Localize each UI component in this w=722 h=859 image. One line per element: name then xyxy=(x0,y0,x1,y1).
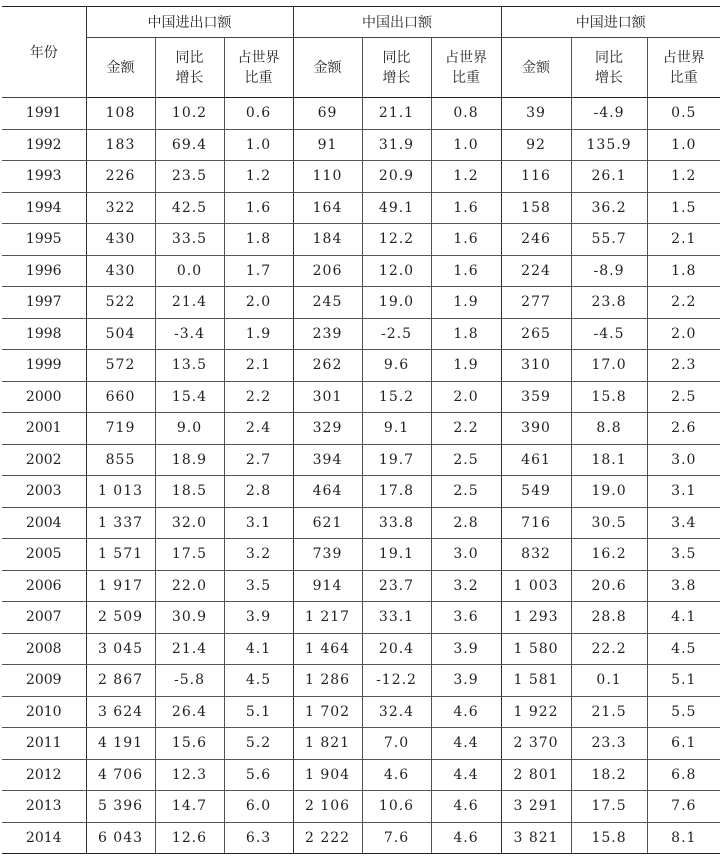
cell-export-amount: 1 286 xyxy=(293,665,362,697)
cell-export-amount: 394 xyxy=(293,444,362,476)
cell-total-yoy: 42.5 xyxy=(155,192,224,224)
cell-import-amount: 832 xyxy=(501,539,571,571)
subheader-line: 同比 xyxy=(382,49,411,66)
cell-total-yoy: 14.7 xyxy=(155,791,224,823)
cell-total-amount: 1 013 xyxy=(86,476,155,508)
cell-year: 2001 xyxy=(2,413,86,445)
cell-total-amount: 4 706 xyxy=(86,759,155,791)
cell-import-share: 2.3 xyxy=(647,350,720,382)
cell-import-amount: 224 xyxy=(501,255,571,287)
cell-import-amount: 265 xyxy=(501,318,571,350)
cell-total-amount: 4 191 xyxy=(86,728,155,760)
cell-total-share: 2.1 xyxy=(224,350,293,382)
cell-export-yoy: 12.0 xyxy=(362,255,431,287)
cell-total-share: 1.9 xyxy=(224,318,293,350)
cell-import-share: 0.5 xyxy=(647,98,720,130)
cell-import-amount: 2 370 xyxy=(501,728,571,760)
cell-import-share: 3.0 xyxy=(647,444,720,476)
cell-import-share: 1.5 xyxy=(647,192,720,224)
cell-import-amount: 277 xyxy=(501,287,571,319)
cell-total-amount: 3 624 xyxy=(86,696,155,728)
cell-year: 2013 xyxy=(2,791,86,823)
cell-import-yoy: 30.5 xyxy=(571,507,647,539)
header-group-row xyxy=(2,7,720,38)
table-row xyxy=(2,381,720,413)
cell-export-share: 2.0 xyxy=(431,381,501,413)
cell-export-amount: 1 904 xyxy=(293,759,362,791)
cell-total-share: 5.6 xyxy=(224,759,293,791)
cell-total-share: 3.9 xyxy=(224,602,293,634)
cell-total-amount: 430 xyxy=(86,224,155,256)
cell-import-share: 5.1 xyxy=(647,665,720,697)
cell-year: 1999 xyxy=(2,350,86,382)
cell-export-yoy: 20.4 xyxy=(362,633,431,665)
cell-total-share: 2.0 xyxy=(224,287,293,319)
cell-export-yoy: -12.2 xyxy=(362,665,431,697)
cell-export-yoy: 12.2 xyxy=(362,224,431,256)
cell-year: 2009 xyxy=(2,665,86,697)
cell-total-amount: 430 xyxy=(86,255,155,287)
subheader-line: 比重 xyxy=(452,69,481,86)
cell-export-amount: 464 xyxy=(293,476,362,508)
cell-import-amount: 549 xyxy=(501,476,571,508)
table-row xyxy=(2,255,720,287)
cell-import-amount: 1 581 xyxy=(501,665,571,697)
cell-export-share: 4.4 xyxy=(431,728,501,760)
cell-import-amount: 310 xyxy=(501,350,571,382)
cell-export-share: 2.8 xyxy=(431,507,501,539)
cell-export-amount: 69 xyxy=(293,98,362,130)
cell-import-amount: 390 xyxy=(501,413,571,445)
cell-year: 1998 xyxy=(2,318,86,350)
cell-total-share: 1.0 xyxy=(224,129,293,161)
cell-total-share: 6.0 xyxy=(224,791,293,823)
group-header-import: 中国进口额 xyxy=(501,7,720,38)
cell-export-yoy: 7.6 xyxy=(362,822,431,854)
cell-total-share: 1.6 xyxy=(224,192,293,224)
cell-export-amount: 1 464 xyxy=(293,633,362,665)
cell-import-yoy: -4.5 xyxy=(571,318,647,350)
cell-total-share: 2.2 xyxy=(224,381,293,413)
cell-export-amount: 91 xyxy=(293,129,362,161)
subheader-total-yoy-growth xyxy=(155,38,224,98)
subheader-export-world-share xyxy=(431,38,501,98)
cell-export-share: 3.0 xyxy=(431,539,501,571)
subheader-line: 占世界 xyxy=(662,49,705,66)
cell-import-yoy: 22.2 xyxy=(571,633,647,665)
cell-export-amount: 1 217 xyxy=(293,602,362,634)
cell-export-share: 3.2 xyxy=(431,570,501,602)
cell-export-share: 3.9 xyxy=(431,633,501,665)
cell-export-share: 1.6 xyxy=(431,192,501,224)
cell-total-amount: 226 xyxy=(86,161,155,193)
cell-year: 2004 xyxy=(2,507,86,539)
cell-total-amount: 6 043 xyxy=(86,822,155,854)
cell-total-amount: 322 xyxy=(86,192,155,224)
cell-total-share: 4.5 xyxy=(224,665,293,697)
cell-import-share: 3.4 xyxy=(647,507,720,539)
cell-export-yoy: 10.6 xyxy=(362,791,431,823)
header-subcolumn-row xyxy=(2,38,720,98)
table-body xyxy=(2,98,720,854)
cell-year: 1996 xyxy=(2,255,86,287)
cell-import-yoy: 28.8 xyxy=(571,602,647,634)
cell-export-amount: 621 xyxy=(293,507,362,539)
table-row xyxy=(2,318,720,350)
cell-total-share: 6.3 xyxy=(224,822,293,854)
table-row xyxy=(2,696,720,728)
cell-total-amount: 855 xyxy=(86,444,155,476)
cell-total-yoy: 21.4 xyxy=(155,633,224,665)
subheader-line: 增长 xyxy=(175,69,204,86)
table-header xyxy=(2,7,720,98)
subheader-export-yoy-growth xyxy=(362,38,431,98)
cell-total-amount: 5 396 xyxy=(86,791,155,823)
cell-import-yoy: 17.0 xyxy=(571,350,647,382)
cell-export-yoy: 9.1 xyxy=(362,413,431,445)
cell-import-yoy: 18.2 xyxy=(571,759,647,791)
cell-year: 1995 xyxy=(2,224,86,256)
cell-year: 2007 xyxy=(2,602,86,634)
cell-export-yoy: 23.7 xyxy=(362,570,431,602)
cell-import-yoy: 20.6 xyxy=(571,570,647,602)
cell-total-share: 5.1 xyxy=(224,696,293,728)
subheader-line: 占世界 xyxy=(445,49,488,66)
table-row xyxy=(2,507,720,539)
subheader-line: 比重 xyxy=(669,69,698,86)
cell-import-amount: 1 003 xyxy=(501,570,571,602)
cell-total-share: 3.2 xyxy=(224,539,293,571)
subheader-line: 金额 xyxy=(106,59,135,76)
cell-import-share: 3.5 xyxy=(647,539,720,571)
table-row xyxy=(2,822,720,854)
table-row xyxy=(2,791,720,823)
cell-total-amount: 504 xyxy=(86,318,155,350)
cell-import-share: 4.1 xyxy=(647,602,720,634)
subheader-line: 增长 xyxy=(595,69,624,86)
cell-total-amount: 2 509 xyxy=(86,602,155,634)
cell-export-amount: 239 xyxy=(293,318,362,350)
table-row xyxy=(2,476,720,508)
cell-year: 2008 xyxy=(2,633,86,665)
cell-import-yoy: 23.3 xyxy=(571,728,647,760)
cell-export-amount: 245 xyxy=(293,287,362,319)
cell-year: 1992 xyxy=(2,129,86,161)
cell-export-share: 4.6 xyxy=(431,696,501,728)
cell-export-share: 2.5 xyxy=(431,476,501,508)
cell-total-share: 1.2 xyxy=(224,161,293,193)
subheader-line: 比重 xyxy=(244,69,273,86)
cell-total-yoy: 33.5 xyxy=(155,224,224,256)
cell-export-yoy: 7.0 xyxy=(362,728,431,760)
subheader-total-amount xyxy=(86,38,155,98)
cell-export-amount: 739 xyxy=(293,539,362,571)
cell-export-share: 1.0 xyxy=(431,129,501,161)
cell-total-yoy: 26.4 xyxy=(155,696,224,728)
cell-export-amount: 2 106 xyxy=(293,791,362,823)
cell-export-amount: 262 xyxy=(293,350,362,382)
cell-import-yoy: 21.5 xyxy=(571,696,647,728)
cell-export-share: 2.5 xyxy=(431,444,501,476)
table-row xyxy=(2,444,720,476)
cell-import-share: 6.1 xyxy=(647,728,720,760)
subheader-line: 同比 xyxy=(175,49,204,66)
cell-total-share: 2.4 xyxy=(224,413,293,445)
cell-import-amount: 1 580 xyxy=(501,633,571,665)
cell-total-amount: 1 571 xyxy=(86,539,155,571)
cell-import-share: 3.1 xyxy=(647,476,720,508)
cell-export-share: 4.4 xyxy=(431,759,501,791)
cell-export-share: 1.6 xyxy=(431,255,501,287)
cell-import-yoy: 17.5 xyxy=(571,791,647,823)
cell-year: 2005 xyxy=(2,539,86,571)
cell-export-amount: 301 xyxy=(293,381,362,413)
cell-total-yoy: 18.5 xyxy=(155,476,224,508)
cell-import-yoy: 19.0 xyxy=(571,476,647,508)
cell-year: 1991 xyxy=(2,98,86,130)
cell-total-yoy: 13.5 xyxy=(155,350,224,382)
cell-import-amount: 246 xyxy=(501,224,571,256)
subheader-import-yoy-growth xyxy=(571,38,647,98)
cell-total-yoy: 32.0 xyxy=(155,507,224,539)
cell-total-amount: 183 xyxy=(86,129,155,161)
cell-year: 2011 xyxy=(2,728,86,760)
table-row xyxy=(2,602,720,634)
cell-total-yoy: 12.6 xyxy=(155,822,224,854)
cell-year: 1993 xyxy=(2,161,86,193)
cell-total-yoy: 21.4 xyxy=(155,287,224,319)
cell-export-yoy: 17.8 xyxy=(362,476,431,508)
cell-total-yoy: 15.4 xyxy=(155,381,224,413)
trade-statistics-table xyxy=(2,6,720,854)
cell-export-yoy: 33.8 xyxy=(362,507,431,539)
subheader-line: 同比 xyxy=(595,49,624,66)
cell-import-share: 7.6 xyxy=(647,791,720,823)
cell-export-yoy: 49.1 xyxy=(362,192,431,224)
cell-total-amount: 3 045 xyxy=(86,633,155,665)
subheader-import-world-share xyxy=(647,38,720,98)
cell-export-amount: 1 821 xyxy=(293,728,362,760)
cell-total-yoy: 23.5 xyxy=(155,161,224,193)
cell-export-share: 4.6 xyxy=(431,791,501,823)
cell-export-yoy: 33.1 xyxy=(362,602,431,634)
cell-import-yoy: 8.8 xyxy=(571,413,647,445)
cell-export-yoy: 32.4 xyxy=(362,696,431,728)
cell-import-share: 2.2 xyxy=(647,287,720,319)
cell-export-amount: 184 xyxy=(293,224,362,256)
cell-import-amount: 1 922 xyxy=(501,696,571,728)
cell-total-yoy: 12.3 xyxy=(155,759,224,791)
cell-total-yoy: 10.2 xyxy=(155,98,224,130)
cell-export-yoy: -2.5 xyxy=(362,318,431,350)
cell-year: 2010 xyxy=(2,696,86,728)
cell-total-yoy: 69.4 xyxy=(155,129,224,161)
cell-import-share: 2.5 xyxy=(647,381,720,413)
cell-export-share: 1.6 xyxy=(431,224,501,256)
cell-export-amount: 206 xyxy=(293,255,362,287)
cell-import-share: 2.0 xyxy=(647,318,720,350)
cell-import-yoy: 36.2 xyxy=(571,192,647,224)
cell-import-yoy: 23.8 xyxy=(571,287,647,319)
table-row xyxy=(2,350,720,382)
table-row xyxy=(2,539,720,571)
subheader-line: 增长 xyxy=(382,69,411,86)
cell-export-yoy: 20.9 xyxy=(362,161,431,193)
cell-total-amount: 719 xyxy=(86,413,155,445)
cell-export-amount: 914 xyxy=(293,570,362,602)
cell-total-share: 2.8 xyxy=(224,476,293,508)
cell-import-yoy: -4.9 xyxy=(571,98,647,130)
cell-import-share: 1.2 xyxy=(647,161,720,193)
subheader-line: 金额 xyxy=(522,59,551,76)
table-row xyxy=(2,728,720,760)
cell-export-share: 2.2 xyxy=(431,413,501,445)
year-column-header: 年份 xyxy=(2,7,86,98)
subheader-total-world-share xyxy=(224,38,293,98)
cell-import-amount: 39 xyxy=(501,98,571,130)
cell-export-amount: 110 xyxy=(293,161,362,193)
cell-import-amount: 461 xyxy=(501,444,571,476)
subheader-line: 占世界 xyxy=(237,49,280,66)
cell-total-share: 1.7 xyxy=(224,255,293,287)
cell-export-share: 1.9 xyxy=(431,350,501,382)
subheader-import-amount xyxy=(501,38,571,98)
subheader-line: 金额 xyxy=(313,59,342,76)
cell-import-yoy: 55.7 xyxy=(571,224,647,256)
cell-total-share: 4.1 xyxy=(224,633,293,665)
table-row xyxy=(2,665,720,697)
cell-import-amount: 2 801 xyxy=(501,759,571,791)
cell-import-yoy: -8.9 xyxy=(571,255,647,287)
cell-export-yoy: 19.7 xyxy=(362,444,431,476)
cell-total-share: 5.2 xyxy=(224,728,293,760)
table-row xyxy=(2,633,720,665)
cell-import-yoy: 16.2 xyxy=(571,539,647,571)
cell-total-amount: 572 xyxy=(86,350,155,382)
table-row xyxy=(2,224,720,256)
cell-import-share: 2.6 xyxy=(647,413,720,445)
cell-import-yoy: 15.8 xyxy=(571,822,647,854)
cell-export-share: 3.6 xyxy=(431,602,501,634)
cell-export-amount: 164 xyxy=(293,192,362,224)
cell-import-yoy: 15.8 xyxy=(571,381,647,413)
cell-import-amount: 1 293 xyxy=(501,602,571,634)
cell-total-amount: 1 337 xyxy=(86,507,155,539)
cell-export-amount: 329 xyxy=(293,413,362,445)
cell-export-share: 0.8 xyxy=(431,98,501,130)
table-row xyxy=(2,759,720,791)
cell-import-share: 1.8 xyxy=(647,255,720,287)
table-row xyxy=(2,129,720,161)
cell-year: 2014 xyxy=(2,822,86,854)
cell-export-share: 1.9 xyxy=(431,287,501,319)
cell-total-yoy: 22.0 xyxy=(155,570,224,602)
cell-year: 2006 xyxy=(2,570,86,602)
table-row xyxy=(2,161,720,193)
cell-import-yoy: 135.9 xyxy=(571,129,647,161)
cell-total-amount: 660 xyxy=(86,381,155,413)
cell-year: 1997 xyxy=(2,287,86,319)
cell-total-share: 1.8 xyxy=(224,224,293,256)
cell-export-share: 3.9 xyxy=(431,665,501,697)
cell-total-yoy: 15.6 xyxy=(155,728,224,760)
table-row xyxy=(2,413,720,445)
cell-import-share: 6.8 xyxy=(647,759,720,791)
cell-total-yoy: -5.8 xyxy=(155,665,224,697)
cell-total-yoy: 9.0 xyxy=(155,413,224,445)
cell-total-amount: 2 867 xyxy=(86,665,155,697)
cell-total-share: 2.7 xyxy=(224,444,293,476)
cell-export-yoy: 4.6 xyxy=(362,759,431,791)
table-row xyxy=(2,98,720,130)
cell-total-amount: 108 xyxy=(86,98,155,130)
cell-import-share: 5.5 xyxy=(647,696,720,728)
cell-total-yoy: 30.9 xyxy=(155,602,224,634)
cell-export-yoy: 19.0 xyxy=(362,287,431,319)
group-header-export: 中国出口额 xyxy=(293,7,501,38)
cell-import-yoy: 26.1 xyxy=(571,161,647,193)
cell-export-amount: 1 702 xyxy=(293,696,362,728)
cell-total-yoy: 18.9 xyxy=(155,444,224,476)
cell-year: 2000 xyxy=(2,381,86,413)
cell-export-share: 1.2 xyxy=(431,161,501,193)
cell-export-yoy: 19.1 xyxy=(362,539,431,571)
cell-import-share: 2.1 xyxy=(647,224,720,256)
cell-year: 2002 xyxy=(2,444,86,476)
cell-import-amount: 3 821 xyxy=(501,822,571,854)
cell-export-share: 4.6 xyxy=(431,822,501,854)
group-header-total: 中国进出口额 xyxy=(86,7,293,38)
table-row xyxy=(2,287,720,319)
cell-export-yoy: 15.2 xyxy=(362,381,431,413)
cell-import-share: 8.1 xyxy=(647,822,720,854)
cell-import-amount: 716 xyxy=(501,507,571,539)
table-row xyxy=(2,570,720,602)
cell-total-yoy: -3.4 xyxy=(155,318,224,350)
cell-import-share: 1.0 xyxy=(647,129,720,161)
subheader-export-amount xyxy=(293,38,362,98)
cell-total-share: 3.5 xyxy=(224,570,293,602)
cell-import-yoy: 0.1 xyxy=(571,665,647,697)
cell-export-yoy: 21.1 xyxy=(362,98,431,130)
cell-year: 2003 xyxy=(2,476,86,508)
cell-total-amount: 1 917 xyxy=(86,570,155,602)
cell-export-yoy: 31.9 xyxy=(362,129,431,161)
cell-total-share: 0.6 xyxy=(224,98,293,130)
cell-export-share: 1.8 xyxy=(431,318,501,350)
cell-total-yoy: 17.5 xyxy=(155,539,224,571)
table-row xyxy=(2,192,720,224)
cell-import-amount: 158 xyxy=(501,192,571,224)
cell-total-amount: 522 xyxy=(86,287,155,319)
cell-import-yoy: 18.1 xyxy=(571,444,647,476)
cell-total-yoy: 0.0 xyxy=(155,255,224,287)
cell-year: 1994 xyxy=(2,192,86,224)
cell-import-amount: 92 xyxy=(501,129,571,161)
cell-import-amount: 359 xyxy=(501,381,571,413)
cell-year: 2012 xyxy=(2,759,86,791)
cell-import-share: 4.5 xyxy=(647,633,720,665)
cell-import-amount: 3 291 xyxy=(501,791,571,823)
cell-total-share: 3.1 xyxy=(224,507,293,539)
cell-import-share: 3.8 xyxy=(647,570,720,602)
cell-export-yoy: 9.6 xyxy=(362,350,431,382)
cell-import-amount: 116 xyxy=(501,161,571,193)
cell-export-amount: 2 222 xyxy=(293,822,362,854)
